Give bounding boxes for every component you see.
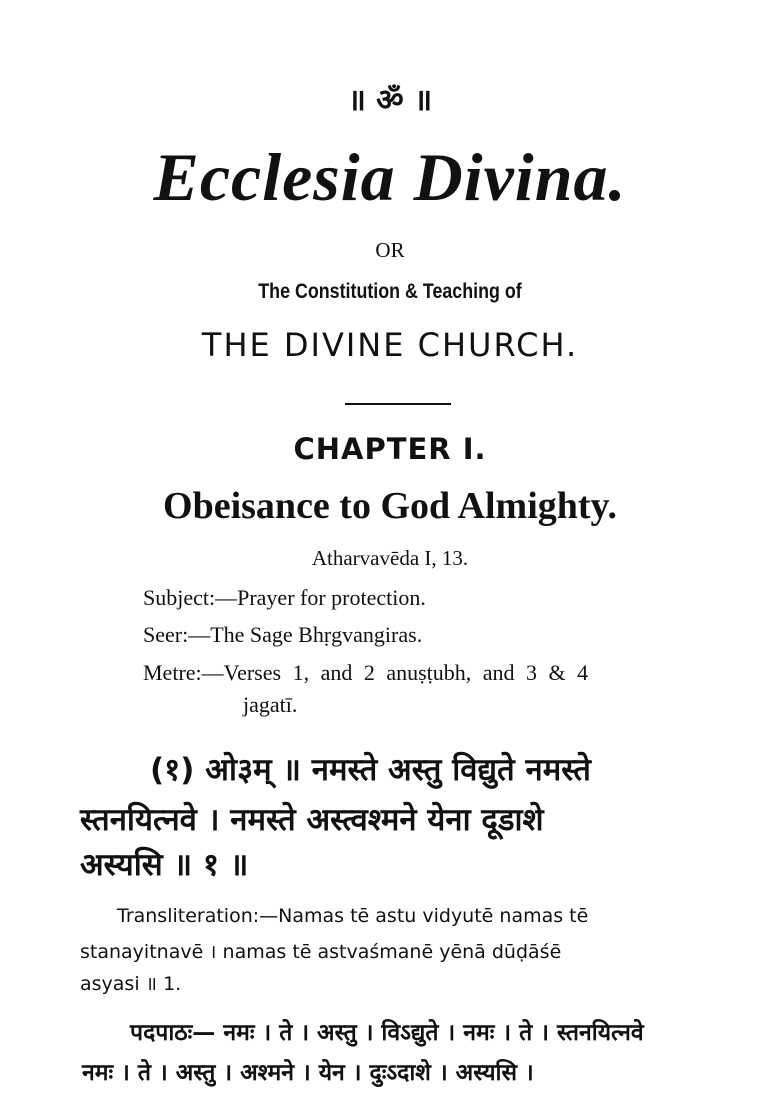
- divider: [345, 403, 451, 405]
- om-invocation: ॥ ॐ ॥: [347, 83, 433, 118]
- chapter-title: Obeisance to God Almighty.: [163, 485, 617, 527]
- seer-line: Seer:—The Sage Bhṛgvangiras.: [143, 622, 423, 647]
- transliteration-line-2: stanayitnavē । namas tē astvaśmanē yēnā dūḍāśē: [80, 941, 562, 963]
- or-text: OR: [375, 238, 405, 262]
- chapter-heading: CHAPTER I.: [293, 432, 487, 466]
- metre-line: Metre:—Verses 1, and 2 anuṣṭubh, and 3 & 4: [143, 660, 589, 685]
- source-reference: Atharvavēda I, 13.: [311, 546, 469, 570]
- subtitle: The Constitution & Teaching of: [258, 280, 522, 303]
- verse-line-1: (१) ओ३म् ॥ नमस्ते अस्तु विद्युते नमस्ते: [150, 752, 591, 788]
- metre-line-2: jagatī.: [243, 692, 298, 717]
- padapatha-line-2: नमः । ते । अस्तु । अश्मने । येन । दुःऽदाशे । अस्यसि ।: [82, 1060, 534, 1086]
- verse-line-3: अस्यसि ॥ १ ॥: [80, 847, 249, 883]
- transliteration-line-3: asyasi ॥ 1.: [80, 973, 182, 995]
- subject-line: Subject:—Prayer for protection.: [143, 585, 426, 610]
- verse-line-2: स्तनयित्नवे । नमस्ते अस्त्वश्मने येना दूडाशे: [80, 802, 544, 838]
- padapatha-line-1: पदपाठः— नमः । ते । अस्तु । विऽद्युते । नमः । ते । स्तनयित्नवे: [130, 1020, 644, 1046]
- book-title: Ecclesia Divina.: [153, 139, 627, 215]
- church-title: THE DIVINE CHURCH.: [201, 326, 579, 364]
- transliteration-line-1: Transliteration:—Namas tē astu vidyutē namas tē: [117, 905, 589, 927]
